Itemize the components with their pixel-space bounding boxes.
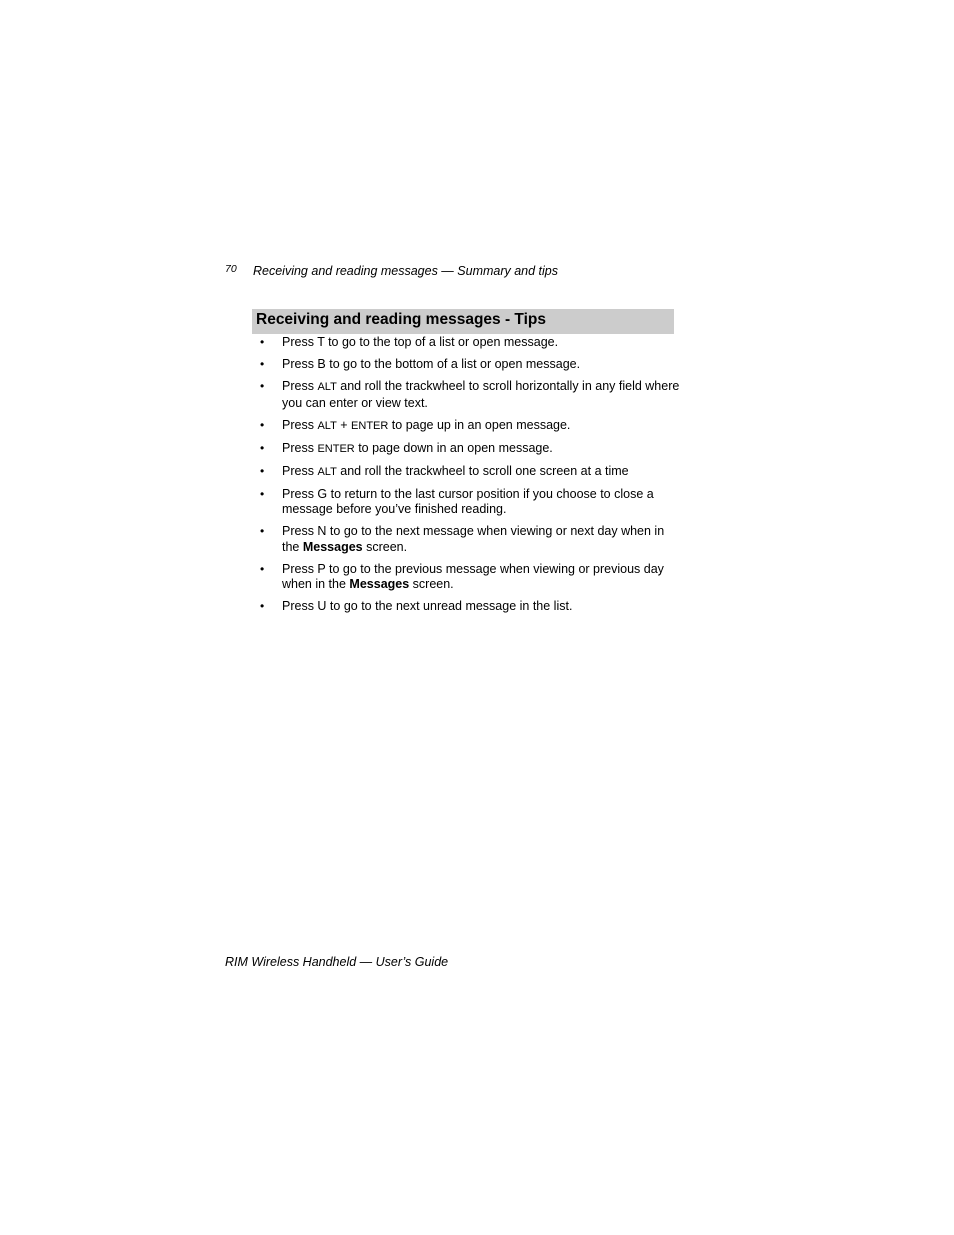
tip-text	[282, 599, 572, 613]
key-name: ALT	[317, 419, 337, 432]
tip-item	[252, 464, 682, 481]
tip-text	[282, 335, 558, 349]
bullet-icon: •	[260, 417, 265, 432]
tip-text-run: and roll the trackwheel to scroll horizontally in any field where you can enter or view text.	[282, 379, 680, 410]
key-name: ALT	[317, 381, 337, 393]
tip-text-run: Press	[282, 379, 318, 393]
running-header-title: Receiving and reading messages — Summary and tips	[253, 264, 559, 278]
bullet-icon: •	[260, 357, 265, 371]
key-name: ALT	[317, 465, 337, 478]
tip-item	[252, 335, 682, 351]
key-name: ENTER	[351, 419, 389, 432]
tip-text-run: to page up in an open message.	[388, 417, 571, 432]
tip-text	[282, 562, 664, 592]
tip-item	[252, 441, 682, 458]
bullet-icon: •	[260, 561, 265, 576]
tip-item	[252, 379, 682, 411]
tip-item	[252, 357, 682, 373]
tip-text-run: Press	[282, 417, 318, 432]
bullet-icon: •	[260, 599, 265, 613]
tip-text-run: Press U to go to the next unread message in the list.	[282, 599, 573, 613]
tip-item	[252, 524, 682, 555]
tip-text-run: screen.	[362, 539, 408, 554]
tip-text	[282, 464, 629, 478]
tip-text-run: +	[336, 417, 352, 432]
tip-text-run: and roll the trackwheel to scroll one screen at a time	[336, 463, 629, 478]
tip-text	[282, 487, 654, 517]
bullet-icon: •	[260, 379, 265, 393]
bullet-icon: •	[260, 335, 265, 349]
running-header	[225, 262, 685, 280]
bullet-icon: •	[260, 440, 265, 455]
tip-text	[282, 418, 570, 432]
tip-text-run: Press B to go to the bottom of a list or open message.	[282, 357, 581, 371]
section-heading-band	[252, 309, 674, 334]
tip-item	[252, 599, 682, 615]
section-title: Receiving and reading messages - Tips	[256, 311, 547, 328]
tip-text-run: Press	[282, 440, 318, 455]
bold-term: Messages	[302, 539, 363, 554]
tip-item	[252, 487, 682, 518]
tip-text-run: Press T to go to the top of a list or open message.	[282, 335, 559, 349]
tip-text-run: to page down in an open message.	[354, 440, 553, 455]
bullet-icon: •	[260, 524, 265, 538]
key-name: ENTER	[317, 442, 355, 455]
tip-text-run: Press N to go to the next message when viewing or next day when in the	[282, 524, 665, 554]
tip-text-run: Press P to go to the previous message when viewing or previous day when in the	[282, 561, 664, 591]
bullet-icon: •	[260, 486, 265, 501]
page-footer: RIM Wireless Handheld — User’s Guide	[225, 955, 449, 969]
bullet-icon: •	[260, 463, 265, 478]
tip-text-run: Press G to return to the last cursor position if you choose to close a message before you’ve finished reading.	[282, 486, 654, 516]
tip-item	[252, 418, 682, 435]
tip-text	[282, 357, 580, 371]
tip-item	[252, 562, 682, 593]
tips-list	[252, 335, 682, 621]
tip-text	[282, 379, 679, 410]
bold-term: Messages	[349, 577, 410, 591]
tip-text-run: screen.	[409, 577, 454, 591]
tip-text	[282, 524, 664, 554]
tip-text-run: Press	[282, 463, 318, 478]
page-number: 70	[225, 263, 237, 275]
tip-text	[282, 441, 553, 455]
